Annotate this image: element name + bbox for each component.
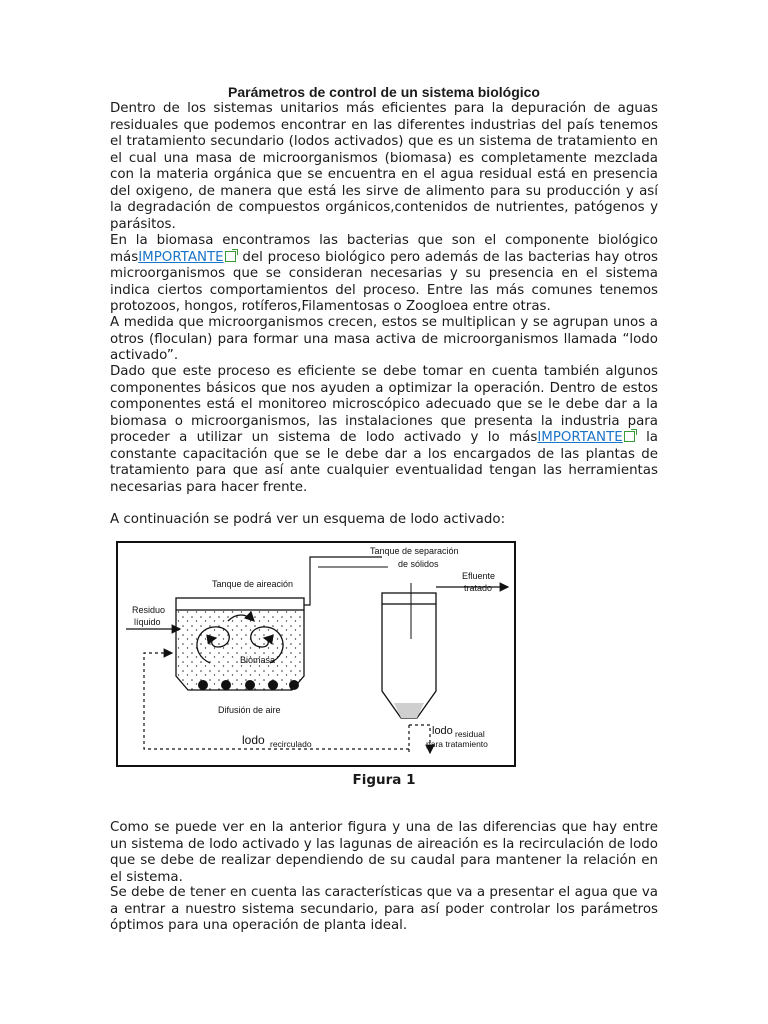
- external-link-icon[interactable]: [624, 431, 635, 442]
- label-liquido: líquido: [134, 617, 161, 627]
- aeration-tank: [176, 598, 304, 690]
- paragraph-caracteristicas: Se debe de tener en cuenta las características que va a presentar el agua que va a entrar a nuestro sistema secundario, para así poder controlar los parámetros óptimos para una operación de planta ideal.: [110, 885, 658, 933]
- label-tanque-aireacion: Tanque de aireación: [212, 579, 294, 589]
- label-efluente: Efluente: [462, 571, 496, 581]
- label-residual: residual: [455, 729, 485, 739]
- label-residuo: Residuo: [132, 605, 166, 615]
- paragraph-text: la constante capacitación que se le debe dar a los encargados de las plantas de tratamiento para que así ante cualquier eventualidad tengan las herramientas necesarias para hacer frente.: [110, 430, 659, 495]
- label-lodo-residual: lodo: [432, 725, 453, 737]
- paragraph-text: En la biomasa encontramos las bacterias que son el componente biológico más: [110, 233, 658, 265]
- label-difusion-aire: Difusión de aire: [218, 705, 281, 715]
- paragraph-diferencias: Como se puede ver en la anterior figura y una de las diferencias que hay entre un sistema de lodo activado y las lagunas de aireación es la recirculación de lodo que se debe de realizar dependiendo de su caudal para mantener la relación en el sistema.: [110, 820, 658, 885]
- importante-link[interactable]: IMPORTANTE: [138, 249, 224, 265]
- separation-tank: [382, 583, 436, 718]
- lodo-activado-diagram: [116, 541, 516, 767]
- label-para-tratamiento: para tratamiento: [426, 739, 488, 749]
- paragraph-microorganismos: A medida que microorganismos crecen, estos se multiplican y se agrupan unos a otros (floculan) para formar una masa activa de microorganismos llamada “lodo activado”.: [110, 315, 658, 363]
- label-tanque-separacion: Tanque de separación: [370, 546, 459, 556]
- paragraph-intro: Dentro de los sistemas unitarios más eficientes para la depuración de aguas residuales que podemos encontrar en las diferentes industrias del país tenemos el tratamiento secundario (lodos activados) que es un sistema de tratamiento en el cual una masa de microorganismos (biomasa) es completamente mezclada con la materia orgánica que se encuentra en el agua residual está en presencia del oxigeno, de manera que está les sirve de alimento para su producción y así la degradación de compuestos orgánicos,contenidos de nutrientes, patógenos y parásitos.: [110, 101, 658, 232]
- label-recirculado: recirculado: [270, 739, 312, 749]
- document-title: Parámetros de control de un sistema biológico: [228, 84, 540, 100]
- paragraph-biomasa: [110, 233, 658, 316]
- paragraph-text: del proceso biológico pero además de las bacterias hay otros microorganismos que se consideran necesarias y su presencia en el sistema indica ciertos comportamientos del proceso. Entre las más comunes tenemos protozoos, hongos, rotíferos,Filamentosas o Zoogloea entre otras.: [110, 249, 658, 314]
- label-tratado: tratado: [464, 583, 493, 593]
- paragraph-text: Dado que este proceso es eficiente se debe tomar en cuenta también algunos componentes básicos que nos ayuden a optimizar la operación. Dentro de estos componentes está el monitoreo microscópico adecuado que se le debe dar a la biomasa o microorganismos, las instalaciones que presenta la industria para proceder a utilizar un sistema de lodo activado y lo más: [110, 364, 658, 445]
- figure-caption: Figura 1: [352, 772, 416, 788]
- external-link-icon[interactable]: [225, 251, 236, 262]
- paragraph-esquema-intro: A continuación se podrá ver un esquema de lodo activado:: [110, 512, 506, 527]
- label-de-solidos: de sólidos: [398, 559, 439, 569]
- label-lodo-recirculado: lodo: [242, 733, 265, 747]
- label-biomasa: Biomasa: [240, 655, 276, 665]
- importante-link[interactable]: IMPORTANTE: [537, 430, 623, 445]
- paragraph-proceso: [110, 364, 658, 496]
- diagram-svg: [118, 543, 514, 765]
